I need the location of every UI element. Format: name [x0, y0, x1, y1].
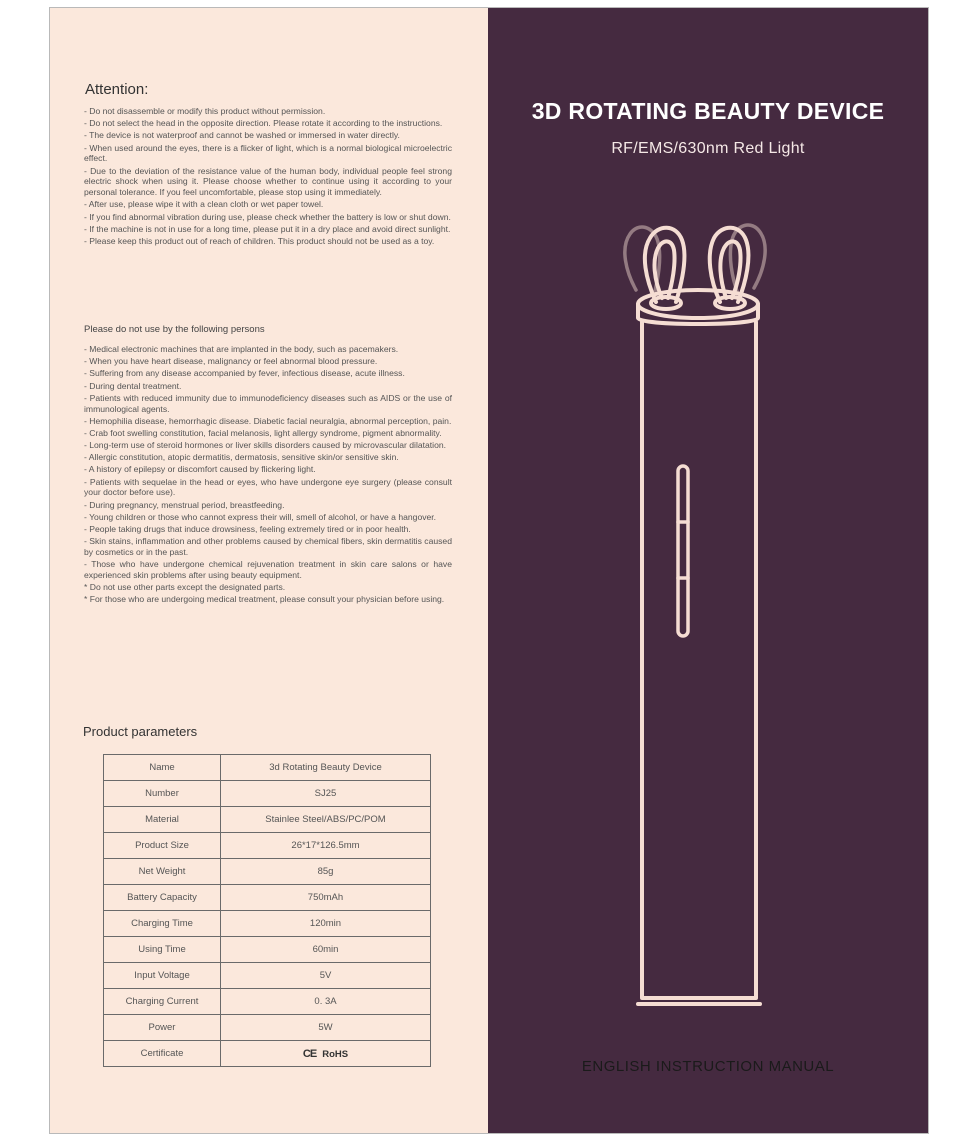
parameter-key: Number — [104, 781, 221, 807]
contraindications-heading: Please do not use by the following persons — [84, 324, 265, 335]
parameters-heading: Product parameters — [83, 724, 198, 739]
contraindication-item: - Patients with reduced immunity due to immunodeficiency diseases such as AIDS or the use of immunological agents. — [84, 392, 452, 414]
cover-panel — [488, 8, 928, 1133]
parameter-value: Stainlee Steel/ABS/PC/POM — [221, 807, 431, 833]
parameter-row — [104, 781, 431, 807]
attention-item: - If the machine is not in use for a long time, please put it in a dry place and avoid direct sunlight. — [84, 223, 451, 234]
contraindication-item: - During dental treatment. — [84, 380, 182, 391]
parameter-row — [104, 963, 431, 989]
parameter-row — [104, 755, 431, 781]
parameter-key: Certificate — [104, 1041, 221, 1067]
parameter-row — [104, 859, 431, 885]
contraindication-item: - Suffering from any disease accompanied by fever, infectious disease, acute illness. — [84, 368, 405, 379]
attention-item: - If you find abnormal vibration during use, please check whether the battery is low or shut down. — [84, 211, 451, 222]
parameter-value: 26*17*126.5mm — [221, 833, 431, 859]
contraindication-item: - Young children or those who cannot express their will, smell of alcohol, or have a hangover. — [84, 511, 437, 522]
attention-item: - Due to the deviation of the resistance value of the human body, individual people feel strong electric shock when using it. Please choose whether to continue using it according to your personal tolerance. If you feel uncomfortable, please stop using it immediately. — [84, 165, 452, 198]
contraindication-item: - People taking drugs that induce drowsiness, feeling extremely tired or in poor health. — [84, 524, 411, 535]
contraindication-item: * Do not use other parts except the designated parts. — [84, 582, 286, 593]
rohs-label: RoHS — [322, 1048, 349, 1060]
parameter-value: 0. 3A — [221, 989, 431, 1015]
parameter-key: Power — [104, 1015, 221, 1041]
right-rotating-head-icon — [710, 228, 749, 309]
parameter-value: 60min — [221, 937, 431, 963]
contraindication-item: - During pregnancy, menstrual period, breastfeeding. — [84, 499, 285, 510]
attention-item: - Do not disassemble or modify this product without permission. — [84, 106, 326, 116]
parameter-key: Product Size — [104, 833, 221, 859]
parameter-key: Input Voltage — [104, 963, 221, 989]
contraindication-item: - Medical electronic machines that are implanted in the body, such as pacemakers. — [84, 344, 399, 354]
contraindication-item: - Long-term use of steroid hormones or liver skills disorders caused by microvascular dilatation. — [84, 440, 447, 451]
parameter-row — [104, 807, 431, 833]
parameter-row — [104, 989, 431, 1015]
parameter-row — [104, 1041, 431, 1067]
attention-item: - Do not select the head in the opposite direction. Please rotate it according to the instructions. — [84, 118, 443, 129]
contraindication-item: - Skin stains, inflammation and other problems caused by chemical fibers, skin dermatitis caused by cosmetics or in the past. — [84, 536, 452, 558]
parameter-key: Material — [104, 807, 221, 833]
device-title: 3D ROTATING BEAUTY DEVICE — [531, 98, 885, 124]
contraindication-item: - Hemophilia disease, hemorrhagic disease. Diabetic facial neuralgia, abnormal perception, pain. — [84, 415, 452, 426]
attention-item: - When used around the eyes, there is a flicker of light, which is a normal biological microelectric effect. — [84, 142, 452, 164]
parameter-row — [104, 885, 431, 911]
manual-left-panel — [50, 8, 488, 1133]
parameter-value: 750mAh — [221, 885, 431, 911]
parameter-row — [104, 833, 431, 859]
device-body — [638, 322, 760, 1004]
parameter-key: Name — [104, 755, 221, 781]
parameter-row — [104, 937, 431, 963]
parameter-key: Charging Time — [104, 911, 221, 937]
parameter-row — [104, 1015, 431, 1041]
contraindication-item: - Crab foot swelling constitution, facial melanosis, light allergy syndrome, pigment abnormality. — [84, 427, 442, 438]
parameter-row — [104, 911, 431, 937]
device-subtitle: RF/EMS/630nm Red Light — [611, 140, 805, 157]
contraindication-item: - Patients with sequelae in the head or eyes, who have undergone eye surgery (please consult your doctor before use). — [84, 476, 452, 498]
attention-item: - Please keep this product out of reach of children. This product should not be used as a toy. — [84, 235, 435, 246]
parameter-value: 85g — [221, 859, 431, 885]
parameter-key: Using Time — [104, 937, 221, 963]
contraindication-item: * For those who are undergoing medical treatment, please consult your physician before using. — [84, 594, 445, 605]
contraindication-item: - Allergic constitution, atopic dermatitis, dermatosis, sensitive skin/or sensitive skin. — [84, 452, 399, 463]
parameters-table — [103, 754, 431, 1067]
parameter-key: Battery Capacity — [104, 885, 221, 911]
parameter-key: Net Weight — [104, 859, 221, 885]
attention-heading: Attention: — [85, 81, 149, 98]
attention-item: - The device is not waterproof and cannot be washed or immersed in water directly. — [84, 130, 400, 141]
control-buttons-icon — [678, 466, 688, 636]
parameter-value: SJ25 — [221, 781, 431, 807]
device-illustration — [608, 208, 808, 1018]
contraindication-item: - A history of epilepsy or discomfort caused by flickering light. — [84, 464, 316, 475]
parameter-value: 3d Rotating Beauty Device — [221, 755, 431, 781]
attention-item: - After use, please wipe it with a clean cloth or wet paper towel. — [84, 199, 324, 210]
parameter-value: 5V — [221, 963, 431, 989]
parameter-key: Charging Current — [104, 989, 221, 1015]
manual-language-label: ENGLISH INSTRUCTION MANUAL — [581, 1058, 835, 1075]
certificate-value — [221, 1041, 431, 1067]
attention-list — [84, 106, 452, 248]
ce-mark-icon: CE — [302, 1047, 317, 1060]
contraindication-item: - When you have heart disease, malignancy or feel abnormal blood pressure. — [84, 356, 378, 367]
contraindications-list — [84, 344, 452, 607]
parameter-value: 5W — [221, 1015, 431, 1041]
contraindication-item: - Those who have undergone chemical rejuvenation treatment in skin care salons or have experienced skin problems after using beauty equipment. — [84, 559, 452, 580]
parameter-value: 120min — [221, 911, 431, 937]
